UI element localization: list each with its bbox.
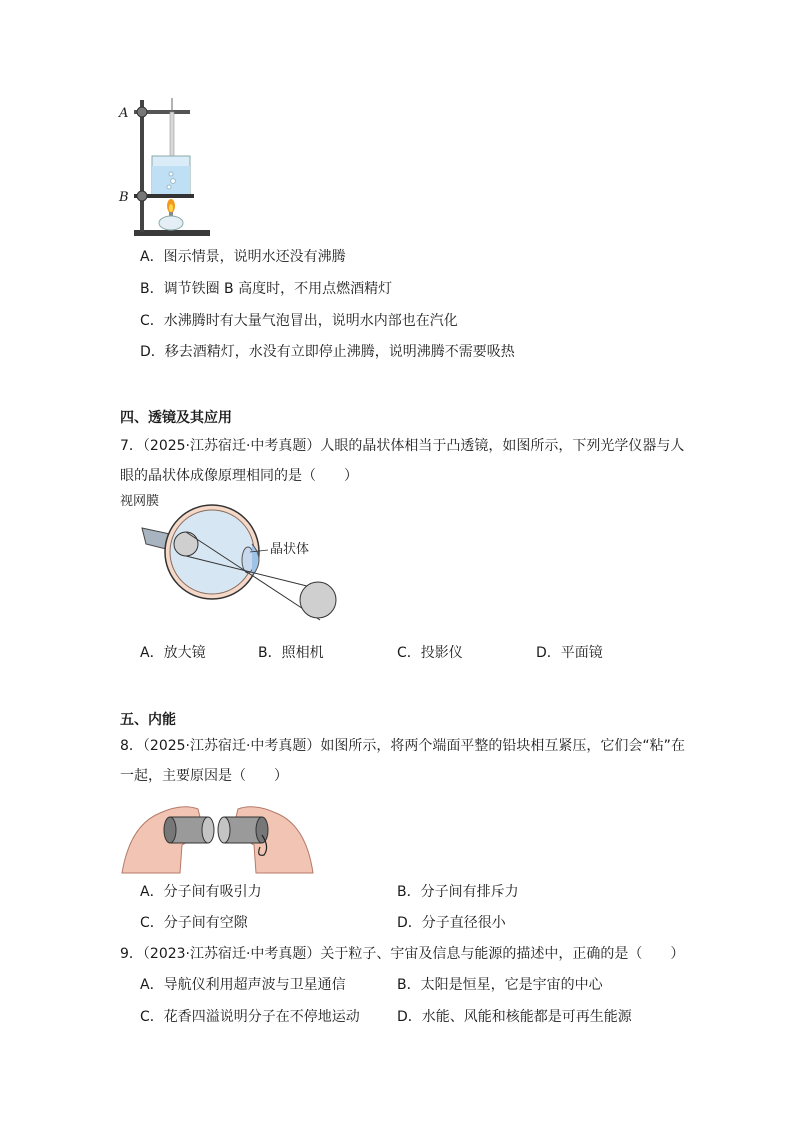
label-b: B <box>119 190 129 205</box>
eye-figure <box>120 492 350 642</box>
q8-option-b: B．分子间有排斥力 <box>397 884 519 900</box>
label-lens: 晶状体 <box>270 542 310 557</box>
q8-stem-line1: 8．（2025·江苏宿迁·中考真题）如图所示，将两个端面平整的铅块相互紧压，它们会“粘”在 <box>120 738 685 754</box>
q7-option-d: D．平面镜 <box>536 645 603 661</box>
q9-stem: 9．（2023·江苏宿迁·中考真题）关于粒子、宇宙及信息与能源的描述中，正确的是（ ） <box>120 946 685 962</box>
q8-option-c: C．分子间有空隙 <box>140 915 248 931</box>
section-heading-lens: 四、透镜及其应用 <box>120 410 232 426</box>
q9-option-d: D．水能、风能和核能都是可再生能源 <box>397 1009 632 1025</box>
section-heading-internal-energy: 五、内能 <box>120 712 176 728</box>
q6-option-b: B．调节铁圈 B 高度时，不用点燃酒精灯 <box>140 281 393 297</box>
q8-option-a: A．分子间有吸引力 <box>140 884 262 900</box>
eye-drawing <box>120 492 350 642</box>
q6-option-a: A．图示情景，说明水还没有沸腾 <box>140 249 346 265</box>
q9-option-b: B．太阳是恒星，它是宇宙的中心 <box>397 977 603 993</box>
q9-option-c: C．花香四溢说明分子在不停地运动 <box>140 1009 360 1025</box>
q7-stem-line2: 眼的晶状体成像原理相同的是（ ） <box>120 468 358 484</box>
label-a: A <box>119 106 129 121</box>
q8-option-d: D．分子直径很小 <box>397 915 506 931</box>
q7-stem-line1: 7．（2025·江苏宿迁·中考真题）人眼的晶状体相当于凸透镜，如图所示，下列光学仪器与人 <box>120 438 685 454</box>
lead-blocks-drawing <box>120 795 315 875</box>
q7-option-c: C．投影仪 <box>397 645 463 661</box>
q7-option-b: B．照相机 <box>258 645 324 661</box>
q7-option-a: A．放大镜 <box>140 645 206 661</box>
label-retina: 视网膜 <box>120 494 160 509</box>
boiling-apparatus-figure <box>112 92 212 242</box>
q9-option-a: A．导航仪利用超声波与卫星通信 <box>140 977 346 993</box>
q8-stem-line2: 一起，主要原因是（ ） <box>120 768 288 784</box>
lead-blocks-figure <box>120 795 315 875</box>
q6-option-c: C．水沸腾时有大量气泡冒出，说明水内部也在汽化 <box>140 313 458 329</box>
q6-option-d: D．移去酒精灯，水没有立即停止沸腾，说明沸腾不需要吸热 <box>140 344 515 360</box>
